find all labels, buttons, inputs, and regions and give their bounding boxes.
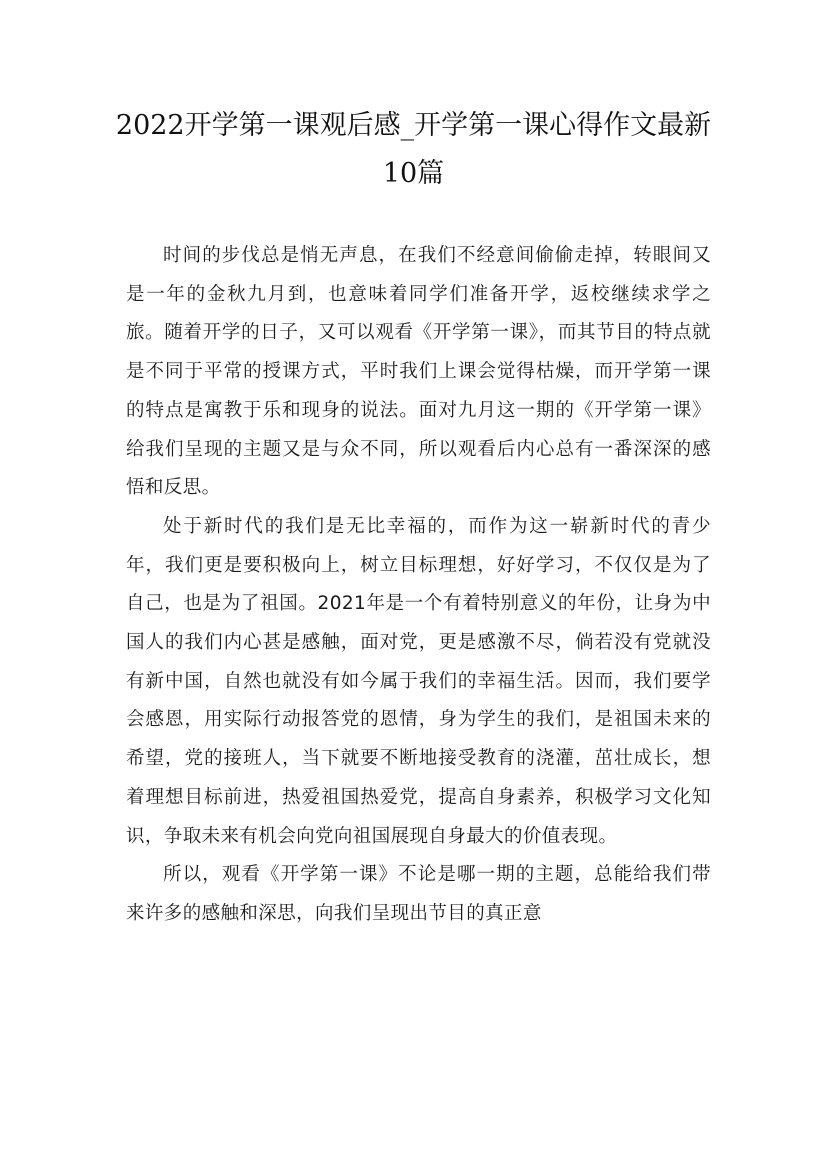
paragraph-2: 处于新时代的我们是无比幸福的，而作为这一崭新时代的青少年，我们更是要积极向上，树立目标理想，好好学习，不仅仅是为了自己，也是为了祖国。2021年是一个有着特别意义的年份，让身为中国人的我们内心甚是感触，面对党，更是感激不尽，倘若没有党就没有新中国，自然也就没有如今属于我们的幸福生活。因而，我们要学会感恩，用实际行动报答党的恩情，身为学生的我们，是祖国未来的希望，党的接班人，当下就要不断地接受教育的浇灌，茁壮成长，想着理想目标前进，热爱祖国热爱党，提高自身素养，积极学习文化知识，争取未来有机会向党向祖国展现自身最大的价值表现。: [126, 515, 711, 847]
paragraph-3: 所以，观看《开学第一课》不论是哪一期的主题，总能给我们带来许多的感触和深思，向我们呈现出节目的真正意: [126, 864, 711, 924]
document-title: 2022开学第一课观后感_开学第一课心得作文最新10篇: [115, 110, 712, 189]
paragraph-1: 时间的步伐总是悄无声息，在我们不经意间偷偷走掉，转眼间又是一年的金秋九月到，也意味着同学们准备开学，返校继续求学之旅。随着开学的日子，又可以观看《开学第一课》，而其节目的特点就是不同于平常的授课方式，平时我们上课会觉得枯燥，而开学第一课的特点是寓教于乐和现身的说法。面对九月这一期的《开学第一课》给我们呈现的主题又是与众不同，所以观看后内心总有一番深深的感悟和反思。: [126, 245, 711, 499]
document-body: [126, 237, 711, 934]
